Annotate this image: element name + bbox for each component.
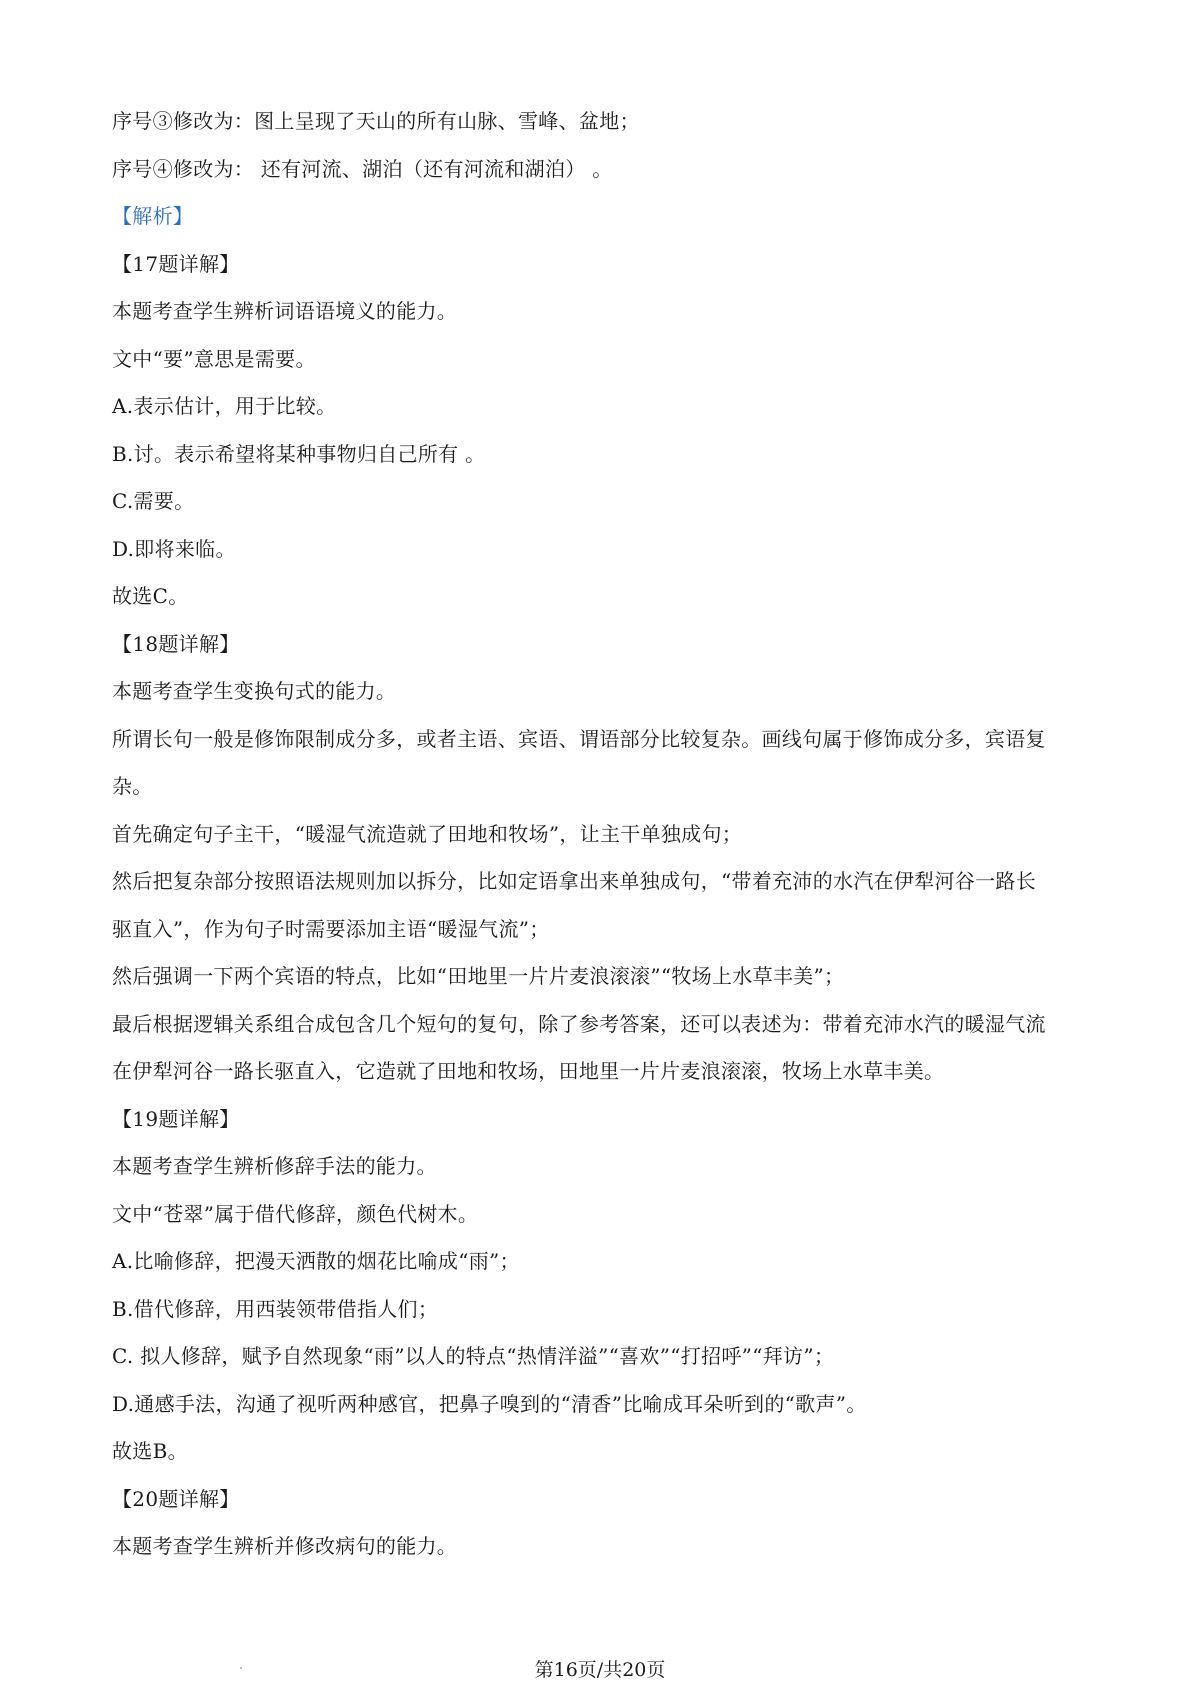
q19-option-c: C. 拟人修辞，赋予自然现象“雨”以人的特点“热情洋溢”“喜欢”“打招呼”“拜访”；	[112, 1344, 835, 1368]
answer-line-4: 序号④修改为： 还有河流、湖泊（还有河流和湖泊） 。	[112, 156, 613, 181]
analysis-heading: 【解析】	[112, 204, 194, 228]
q19-intro: 本题考查学生辨析修辞手法的能力。	[112, 1154, 437, 1178]
q19-answer: 故选B。	[112, 1439, 188, 1463]
q20-heading: 【20题详解】	[112, 1486, 240, 1511]
q18-heading: 【18题详解】	[112, 631, 240, 656]
q17-heading: 【17题详解】	[112, 251, 240, 276]
q17-answer: 故选C。	[112, 584, 189, 608]
q19-option-a: A.比喻修辞，把漫天洒散的烟花比喻成“雨”；	[112, 1249, 520, 1273]
q18-paragraph-1b: 杂。	[112, 774, 153, 798]
answer-line-3: 序号③修改为：图上呈现了天山的所有山脉、雪峰、盆地；	[112, 109, 640, 133]
q17-option-c: C.需要。	[112, 489, 195, 513]
q19-option-b: B.借代修辞，用西装领带借指人们；	[112, 1296, 439, 1321]
q18-step-1: 首先确定句子主干，“暖湿气流造就了田地和牧场”，让主干单独成句；	[112, 821, 743, 846]
q20-intro: 本题考查学生辨析并修改病句的能力。	[112, 1534, 458, 1558]
document-body	[112, 98, 1102, 1571]
page-footer: 第16页/共20页	[534, 1659, 666, 1681]
q17-option-b: B.讨。表示希望将某种事物归自己所有 。	[112, 441, 486, 466]
q18-step-4b: 在伊犁河谷一路长驱直入，它造就了田地和牧场，田地里一片片麦浪滚滚，牧场上水草丰美。	[112, 1059, 945, 1083]
q18-step-4a: 最后根据逻辑关系组合成包含几个短句的复句，除了参考答案，还可以表述为：带着充沛水汽的暖湿气流	[112, 1011, 1046, 1036]
q17-option-d: D.即将来临。	[112, 536, 236, 561]
q19-heading: 【19题详解】	[112, 1106, 240, 1131]
q17-meaning: 文中“要”意思是需要。	[112, 346, 316, 371]
q17-intro: 本题考查学生辨析词语语境义的能力。	[112, 299, 458, 323]
q18-step-2a: 然后把复杂部分按照语法规则加以拆分，比如定语拿出来单独成句，“带着充沛的水汽在伊犁河谷一路长	[112, 869, 1037, 893]
q17-option-a: A.表示估计，用于比较。	[112, 394, 337, 418]
q18-step-3: 然后强调一下两个宾语的特点，比如“田地里一片片麦浪滚滚”“牧场上水草丰美”；	[112, 964, 845, 988]
q19-meaning: 文中“苍翠”属于借代修辞，颜色代树木。	[112, 1201, 479, 1226]
q18-step-2b: 驱直入”，作为句子时需要添加主语“暖湿气流”；	[112, 916, 550, 941]
q18-intro: 本题考查学生变换句式的能力。	[112, 679, 397, 703]
q18-paragraph-1a: 所谓长句一般是修饰限制成分多，或者主语、宾语、谓语部分比较复杂。画线句属于修饰成分多，宾语复	[112, 726, 1046, 751]
q19-option-d: D.通感手法，沟通了视听两种感官，把鼻子嗅到的“清香”比喻成耳朵听到的“歌声”。	[112, 1391, 867, 1416]
